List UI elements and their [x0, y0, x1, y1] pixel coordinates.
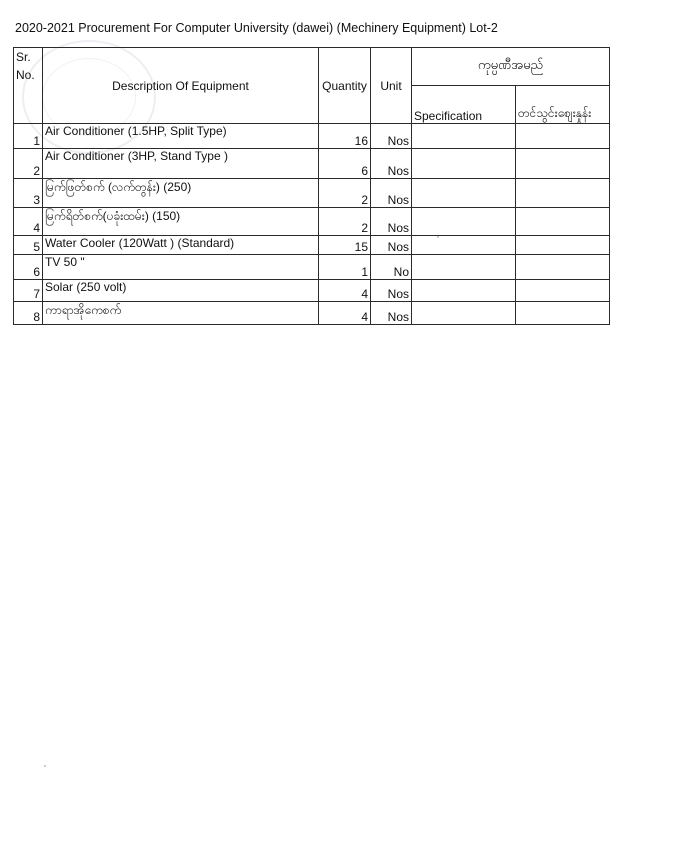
row-quantity: 4 [319, 302, 371, 325]
row-quantity: 6 [319, 149, 371, 179]
row-unit: Nos [371, 179, 412, 208]
row-unit: Nos [371, 149, 412, 179]
row-unit: No [371, 255, 412, 280]
row-specification [412, 208, 516, 236]
row-specification [412, 255, 516, 280]
row-quantity: 1 [319, 255, 371, 280]
row-specification [412, 149, 516, 179]
row-description: ကာရာအိုကေစက် [43, 302, 319, 325]
header-quantity: Quantity [319, 48, 371, 124]
row-description: Water Cooler (120Watt ) (Standard) [43, 236, 319, 255]
row-unit: Nos [371, 208, 412, 236]
row-specification [412, 179, 516, 208]
header-specification: Specification [412, 86, 516, 124]
table-row [14, 280, 610, 302]
row-description: Solar (250 volt) [43, 280, 319, 302]
page-title: 2020-2021 Procurement For Computer University (dawei) (Mechinery Equipment) Lot-2 [15, 21, 498, 35]
row-quantity: 2 [319, 179, 371, 208]
table-row [14, 208, 610, 236]
row-number: 7 [14, 280, 43, 302]
row-number: 5 [14, 236, 43, 255]
row-price [516, 302, 610, 325]
row-number: 6 [14, 255, 43, 280]
procurement-table [13, 47, 610, 325]
row-description: Air Conditioner (1.5HP, Split Type) [43, 124, 319, 149]
row-quantity: 15 [319, 236, 371, 255]
header-row [14, 48, 610, 86]
header-description: Description Of Equipment [43, 48, 319, 124]
row-price [516, 149, 610, 179]
header-company-name: ကုမ္ပဏီအမည် [412, 48, 610, 86]
row-price [516, 124, 610, 149]
row-specification [412, 124, 516, 149]
row-price [516, 179, 610, 208]
row-number: 2 [14, 149, 43, 179]
row-price [516, 280, 610, 302]
row-description: TV 50 " [43, 255, 319, 280]
row-specification [412, 302, 516, 325]
header-price: တင်သွင်းစျေးနှုန်း [516, 86, 610, 124]
header-sr-no [14, 48, 43, 124]
row-price [516, 236, 610, 255]
row-unit: Nos [371, 302, 412, 325]
row-number: 8 [14, 302, 43, 325]
row-unit: Nos [371, 124, 412, 149]
table-row [14, 179, 610, 208]
row-number: 1 [14, 124, 43, 149]
row-specification [412, 280, 516, 302]
row-description: မြက်ဖြတ်စက် (လက်တွန်း) (250) [43, 179, 319, 208]
table-row [14, 236, 610, 255]
row-unit: Nos [371, 236, 412, 255]
header-unit: Unit [371, 48, 412, 124]
table-row [14, 302, 610, 325]
row-number: 3 [14, 179, 43, 208]
row-number: 4 [14, 208, 43, 236]
row-specification [412, 236, 516, 255]
row-description: မြက်ရိတ်စက်(ပခုံးထမ်း) (150) [43, 208, 319, 236]
header-sr: Sr. [16, 50, 31, 64]
table-row [14, 149, 610, 179]
row-price [516, 208, 610, 236]
scan-speck [44, 765, 46, 767]
header-no: No. [16, 68, 35, 82]
table-row [14, 124, 610, 149]
row-quantity: 4 [319, 280, 371, 302]
row-description: Air Conditioner (3HP, Stand Type ) [43, 149, 319, 179]
table-row [14, 255, 610, 280]
scan-speck [437, 236, 439, 238]
row-quantity: 2 [319, 208, 371, 236]
row-price [516, 255, 610, 280]
row-quantity: 16 [319, 124, 371, 149]
row-unit: Nos [371, 280, 412, 302]
